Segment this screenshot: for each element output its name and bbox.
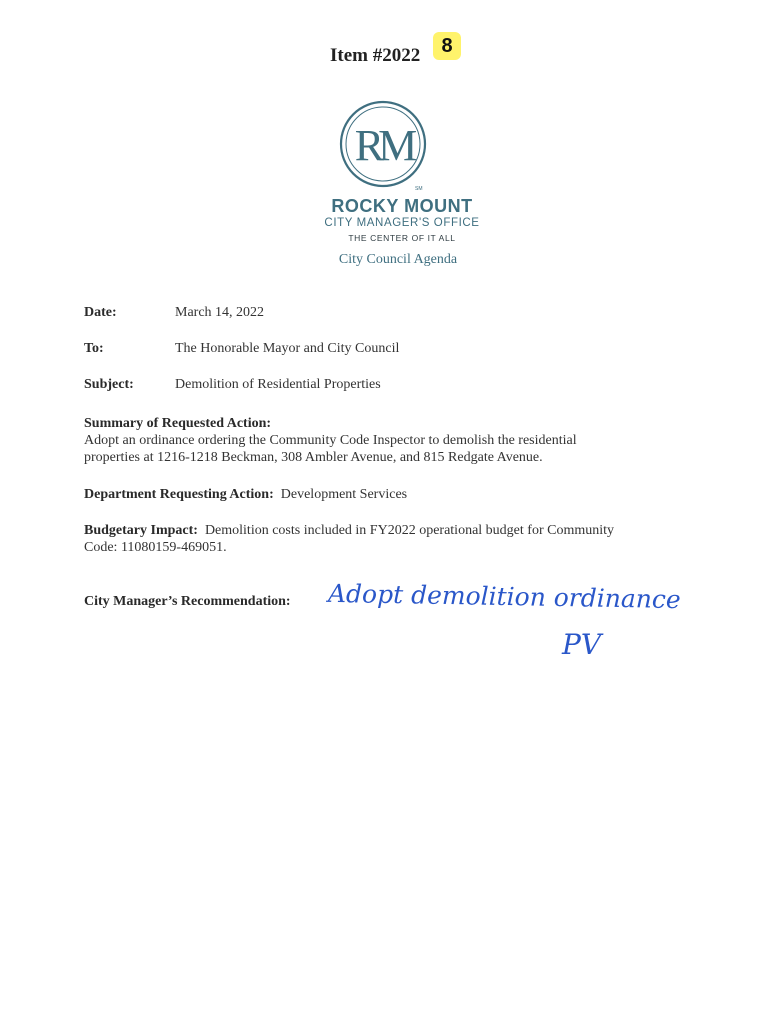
item-number-badge: 8 <box>433 32 461 60</box>
summary-line-1: Adopt an ordinance ordering the Community Code Inspector to demolish the residential <box>84 433 577 448</box>
svg-text:RM: RM <box>354 121 412 170</box>
summary-section <box>84 415 684 466</box>
summary-heading: Summary of Requested Action: <box>84 416 272 431</box>
subject-value: Demolition of Residential Properties <box>175 377 381 392</box>
handwritten-recommendation: Adopt demolition ordinance <box>327 578 681 615</box>
budget-label: Budgetary Impact: <box>84 523 198 538</box>
office-name: CITY MANAGER'S OFFICE <box>324 217 480 229</box>
summary-line-2: properties at 1216-1218 Beckman, 308 Ambler Avenue, and 815 Redgate Avenue. <box>84 450 543 465</box>
recommendation-label: City Manager’s Recommendation: <box>84 594 291 609</box>
department-value: Development Services <box>280 487 408 502</box>
handwritten-initials: PV <box>562 628 602 661</box>
svg-text:SM: SM <box>415 186 423 192</box>
to-label: To: <box>84 341 104 356</box>
department-label: Department Requesting Action: <box>84 487 274 502</box>
budget-section <box>84 522 684 556</box>
subject-label: Subject: <box>84 377 134 392</box>
item-title: Item #2022 <box>330 45 421 66</box>
org-name: ROCKY MOUNT <box>331 196 473 216</box>
budget-line-2: Code: 11080159-469051. <box>84 540 227 555</box>
date-value: March 14, 2022 <box>175 305 265 320</box>
agenda-title: City Council Agenda <box>338 252 458 267</box>
date-label: Date: <box>84 305 117 320</box>
org-tagline: THE CENTER OF IT ALL <box>348 233 456 243</box>
rocky-mount-logo <box>335 98 431 194</box>
budget-line-1: Demolition costs included in FY2022 operational budget for Community <box>204 523 614 538</box>
department-section <box>84 486 684 503</box>
to-value: The Honorable Mayor and City Council <box>175 341 400 356</box>
